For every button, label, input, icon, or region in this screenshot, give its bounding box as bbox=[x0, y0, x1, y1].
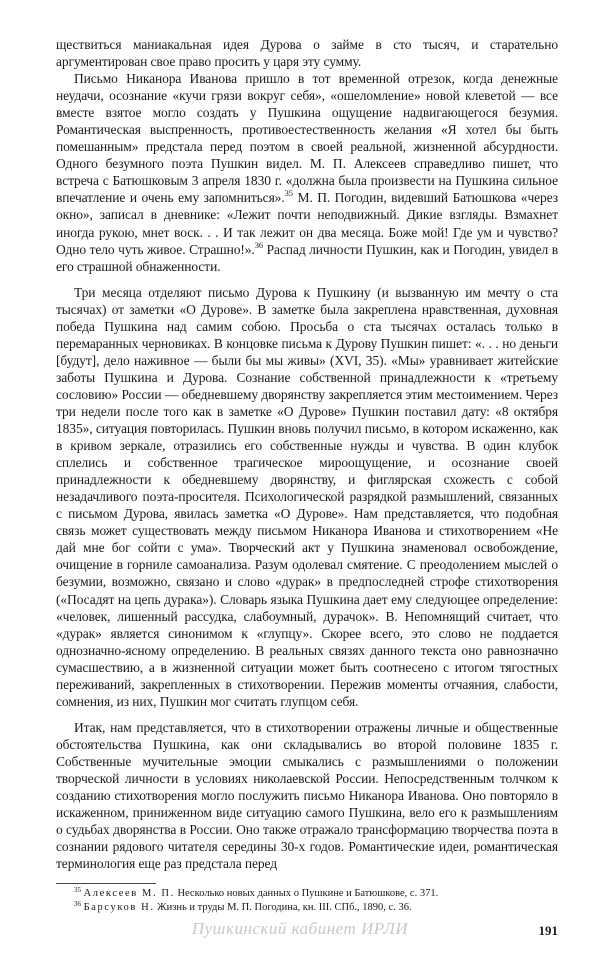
footnote-author: Барсуков Н. bbox=[83, 901, 155, 913]
paragraph-continuation: ществиться маниакальная идея Дурова о займе в сто тысяч, и старательно аргументирован свое право просить у царя эту сумму. bbox=[56, 37, 558, 70]
footnote-35 bbox=[56, 887, 558, 901]
paragraph-three-months: Три месяца отделяют письмо Дурова к Пушкину (и вызванную им мечту о ста тысячах) от заметки «О Дурове». В заметке была закреплена нравственная, духовная победа Пушкина над самим собою. Просьба о ста тысячах осталась только в перемаранных черновиках. В концовке письма к Дурову Пушкин пишет: «. . . но деньги [будут], дело наживное — были бы мы живы» (XVI, 35). «Мы» уравнивает житейские заботы Пушкина и Дурова. Сознание собственной принадлежности к «третьему сословию» России — обедневшему дворянству закрепляется этим местоимением. Через три недели после того как в заметке «О Дурове» Пушкин поставил дату: «8 октября 1835», ситуация повторилась. Пушкин вновь получил письмо, в котором искаженно, как в кривом зеркале, отразились его собственные нужды и чувства. В один клубок сплелись и собственное трагическое мироощущение, и осознание своей принадлежности к обедневшему дворянству, и фиглярская схожесть с собой незадачливого поэта-просителя. Психологической разрядкой размышлений, связанных с письмом Дурова, явилась заметка «О Дурове». Нам представляется, что подобная связь может существовать между письмом Никанора Иванова и стихотворением «Не дай мне бог сойти с ума». Творческий акт у Пушкина знаменовал освобождение, очищение в горниле самоанализа. Разум одолевал смятение. С преодолением мыслей о безумии, возможно, связано и слово «дурак» в предпоследней строфе стихотворения («Посадят на цепь дурака»). Словарь языка Пушкина дает ему следующее определение: «человек, лишенный рассудка, слабоумный, дурачок». В. Непомнящий считает, что «дурак» является синонимом к «глупцу». Скорее всего, это слово не поддается однозначно-ясному определению. В реальных связях данного текста оно равнозначно сумасшествию, а в жизненной ситуации может быть соотнесено с итогом тягостных переживаний, закрепленных в стихотворении. Пережив моменты отчаяния, слабости, сомнения, из них, Пушкин мог считать глупцом себя. bbox=[56, 284, 558, 709]
footnote-ref-36: 36 bbox=[254, 239, 264, 250]
library-watermark: Пушкинский кабинет ИРЛИ bbox=[191, 919, 409, 938]
footnote-text: Жизнь и труды М. П. Погодина, кн. III. СПб., 1890, с. 36. bbox=[157, 901, 412, 913]
footnotes bbox=[56, 887, 558, 914]
paragraph-text: М. П. Погодин, видевший Батюшкова «через окно», записал в дневнике: «Лежит почти неподвижный. Дикие взгляды. Взмахнет иногда рукою, мнет воск. . . И так лежит он два месяца. Боже мой! Где ум и чувство? Одно тело чуть живое. Страшно!». bbox=[56, 190, 558, 257]
footnote-author: Алексеев М. П. bbox=[83, 888, 175, 899]
footnote-divider bbox=[56, 883, 156, 884]
footnote-36 bbox=[56, 901, 558, 915]
page-number: 191 bbox=[538, 923, 558, 938]
main-text bbox=[56, 36, 558, 872]
paragraph-nikanor-letter bbox=[56, 70, 558, 275]
paragraph-text: Распад личности Пушкин, как и Погодин, увидел в его страшной обнаженности. bbox=[56, 241, 558, 274]
paragraph-text: Письмо Никанора Иванова пришло в тот временной отрезок, когда денежные неудачи, осознание «кучи грязи вокруг себя», «ошеломление» новой клеветой — все вместе взятое могло создать у Пушкина ощущение надвигающегося безумия. Романтическая выспренность, противоестественность желания «Я хотел бы быть помешанным» предстала перед поэтом в своей реальной, жизненной абсурдности. Одного безумного поэта Пушкин видел. М. П. Алексеев справедливо пишет, что встреча с Батюшковым 3 апреля 1830 г. «должна была произвести на Пушкина сильное впечатление и очень ему запомниться». bbox=[56, 71, 558, 206]
footnote-number: 36 bbox=[74, 899, 81, 908]
footnote-number: 35 bbox=[74, 886, 81, 894]
footnote-ref-35: 35 bbox=[284, 188, 293, 199]
paragraph-conclusion: Итак, нам представляется, что в стихотворении отражены личные и общественные обстоятельства Пушкина, как они складывались во второй половине 1835 г. Собственные мучительные эмоции смыкались с размышлениями о положении творческой личности в условиях николаевской России. Непосредственным толчком к созданию стихотворения могло послужить письмо Никанора Иванова. Оно повторяло в искаженном, приниженном виде ситуацию самого Пушкина, вело его к размышлениям о судьбах дворянства в России. Оно также отражало трансформацию творчества поэта в сознании рядового читателя середины 30-х годов. Романтические идеи, романтическая терминология еще раз предстала перед bbox=[56, 719, 558, 872]
footnote-text: Несколько новых данных о Пушкине и Батюшкове, с. 371. bbox=[177, 888, 439, 899]
